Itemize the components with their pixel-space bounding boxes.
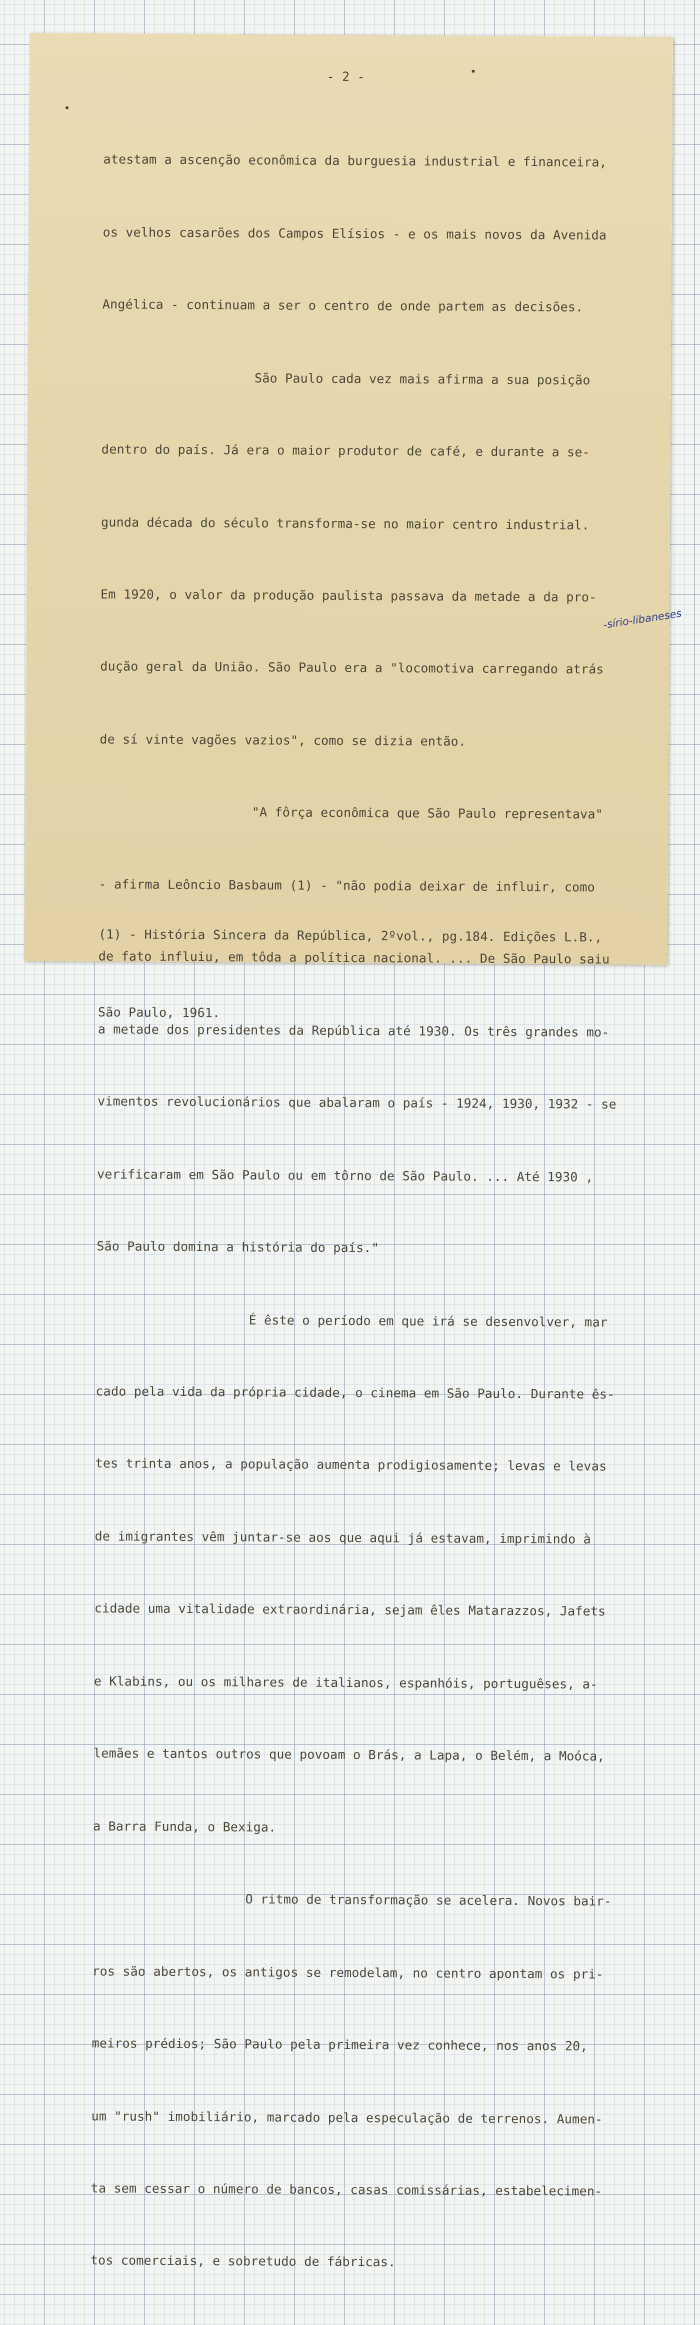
text-line: um "rush" imobiliário, marcado pela especulação de terrenos. Aumen-: [91, 2107, 603, 2127]
text-line: ta sem cessar o número de bancos, casas comissárias, estabelecimen-: [90, 2180, 603, 2199]
text-line: "A fôrça econômica que São Paulo representava": [99, 803, 604, 822]
text-line: tos comerciais, e sobretudo de fábricas.: [90, 2252, 396, 2270]
text-line: dentro do país. Já era o maior produtor de café, e durante a se-: [101, 441, 590, 460]
text-line: tes trinta anos, a população aumenta prodigiosamente; levas e levas: [95, 1455, 607, 1475]
footnote-line: (1) - História Sincera da República, 2ºvol., pg.184. Edições L.B.,: [98, 926, 603, 945]
handwritten-annotation: -sírio-libaneses: [602, 607, 683, 632]
text-line: ros são abertos, os antigos se remodelam, no centro apontam os pri-: [92, 1963, 604, 1982]
text-line: cado pela vida da própria cidade, o cinema em São Paulo. Durante ês-: [95, 1383, 615, 1402]
text-line: Em 1920, o valor da produção paulista passava da metade a da pro-: [100, 586, 597, 605]
text-line: meiros prédios; São Paulo pela primeira vez conhece, nos anos 20,: [91, 2035, 588, 2054]
text-line: São Paulo domina a história do país.": [96, 1238, 380, 1256]
text-line: - afirma Leôncio Basbaum (1) - "não podia deixar de influir, como: [98, 876, 595, 895]
text-line: O ritmo de transformação se acelera. Novos bair-: [92, 1890, 612, 1909]
text-line: vimentos revolucionários que abalaram o país - 1924, 1930, 1932 - se: [97, 1093, 617, 1112]
text-line: a Barra Funda, o Bexiga.: [93, 1818, 277, 1835]
text-line: de sí vinte vagões vazios", como se dizia então.: [99, 731, 467, 749]
text-line: cidade uma vitalidade extraordinária, sejam êles Matarazzos, Jafets: [94, 1600, 606, 1619]
text-line: de imigrantes vêm juntar-se aos que aqui já estavam, imprimindo à: [94, 1528, 591, 1547]
text-line: atestam a ascenção econômica da burguesia industrial e financeira,: [103, 151, 607, 170]
text-line: gunda década do século transforma-se no maior centro industrial.: [100, 514, 590, 533]
text-line: de fato influiu, em tôda a política nacional. ... De São Paulo saiu: [98, 948, 610, 967]
typed-page: [24, 33, 683, 2270]
text-line: e Klabins, ou os milhares de italianos, espanhóis, portuguêses, a-: [93, 1673, 598, 1692]
text-line: a metade dos presidentes da República até 1930. Os três grandes mo-: [97, 1021, 610, 1040]
text-line: São Paulo cada vez mais afirma a sua posição: [101, 369, 591, 388]
margin-dot: [66, 106, 69, 109]
ink-dot: [472, 70, 475, 73]
text-line: dução geral da União. São Paulo era a "locomotiva carregando atrás: [100, 658, 604, 678]
footnote-line: São Paulo, 1961.: [97, 1004, 221, 1021]
text-line: os velhos casarões dos Campos Elísios - e os mais novos da Avenida: [102, 224, 607, 243]
text-line: verificaram em São Paulo ou em tôrno de São Paulo. ... Até 1930 ,: [96, 1166, 594, 1185]
body-text: [90, 99, 623, 2324]
text-line: É êste o período em que irá se desenvolver, mar: [96, 1310, 608, 1330]
page-number: - 2 -: [326, 68, 365, 85]
footnote: [98, 866, 603, 1079]
text-line: Angélica - continuam a ser o centro de onde partem as decisões.: [102, 296, 584, 315]
text-line: lemães e tantos outros que povoam o Brás, a Lapa, o Belém, a Moóca,: [93, 1745, 605, 1764]
